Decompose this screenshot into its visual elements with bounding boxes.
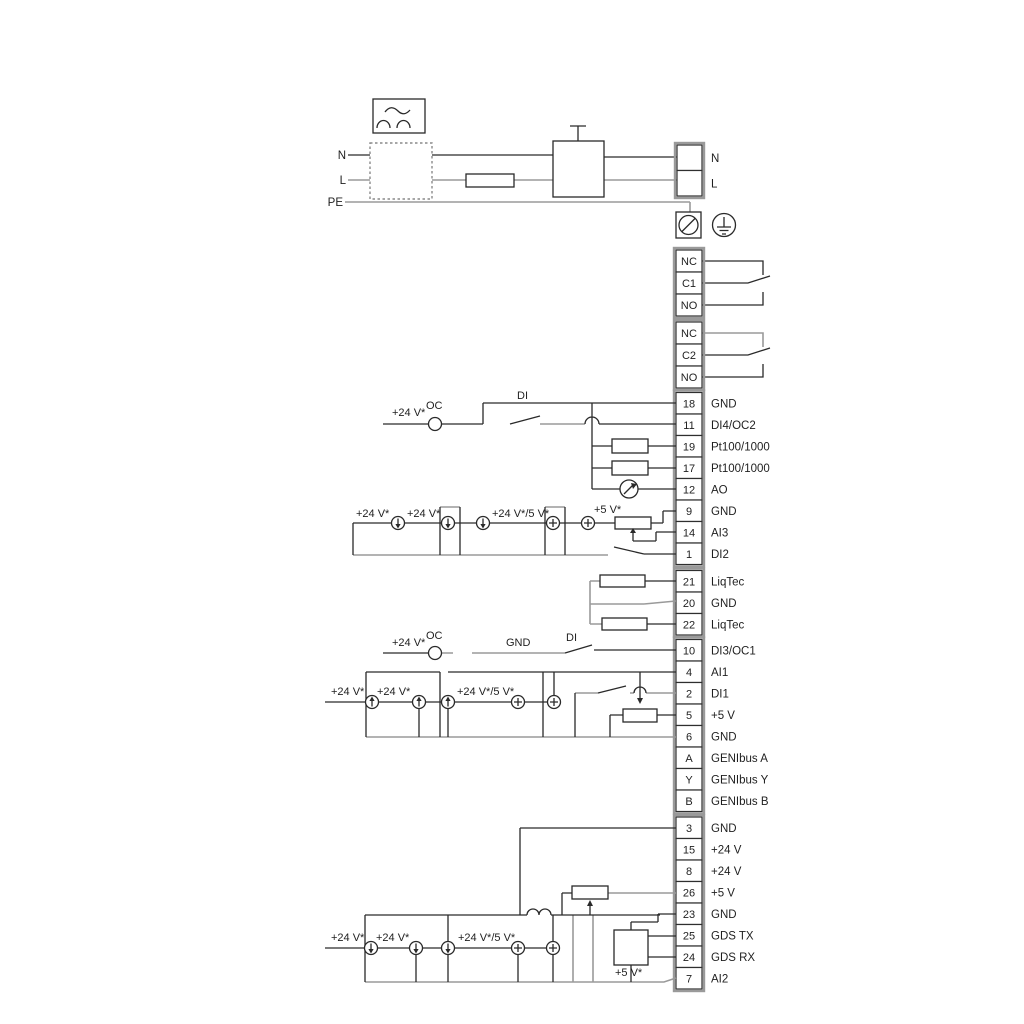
v5-label: +5 V* <box>594 504 622 516</box>
terminal-label: GND <box>711 398 737 411</box>
terminal-label: GND <box>711 822 737 835</box>
terminal-label: GDS RX <box>711 951 756 964</box>
terminal-number: 5 <box>685 709 693 722</box>
potentiometer-wiper-arrow <box>637 698 643 704</box>
terminal-label: Pt100/1000 <box>711 441 770 454</box>
oc-label: OC <box>426 400 443 412</box>
gnd-label: GND <box>506 637 531 649</box>
terminal-label: LiqTec <box>711 619 745 632</box>
current-source-icon <box>413 696 426 709</box>
open-collector-icon <box>429 647 442 660</box>
relay-section <box>674 248 770 390</box>
terminal-number: 17 <box>682 462 696 475</box>
current-source-icon <box>442 942 455 955</box>
current-source-icon <box>477 517 490 530</box>
oc-label: OC <box>426 630 443 642</box>
io-terminal-group-3 <box>674 638 769 814</box>
terminal-label: +5 V <box>711 887 735 900</box>
sensor-circuit-ai2-gds <box>325 828 676 982</box>
terminal-number: 19 <box>682 441 696 454</box>
terminal-number: 26 <box>682 887 696 900</box>
digital-input-circuit-2 <box>383 630 676 660</box>
terminal-number: NC <box>681 256 697 268</box>
terminal-number: 25 <box>682 930 696 943</box>
terminal-number: 1 <box>685 548 693 561</box>
terminal-number: 15 <box>682 844 696 857</box>
terminal-label: AI3 <box>711 527 729 540</box>
di-label: DI <box>517 390 528 402</box>
terminal-cell <box>677 171 702 197</box>
terminal-cell <box>677 145 702 171</box>
terminal-label: LiqTec <box>711 576 745 589</box>
terminal-label: GND <box>711 731 737 744</box>
mains-power-section <box>328 99 736 238</box>
io-terminal-group-2 <box>674 569 744 638</box>
relay-wires-dark <box>702 261 770 377</box>
v24-5-label: +24 V*/5 V* <box>457 686 515 698</box>
terminal-number: 9 <box>685 505 693 518</box>
terminal-number: NO <box>680 372 698 384</box>
open-collector-icon <box>429 418 442 431</box>
voltage-source-icon <box>548 696 561 709</box>
terminal-number: 21 <box>682 576 696 589</box>
terminal-number: 14 <box>682 527 696 540</box>
terminal-label: GENIbus A <box>711 752 768 765</box>
v24-label: +24 V* <box>407 508 441 520</box>
wires-gray <box>353 507 608 555</box>
terminal-number: NO <box>680 300 698 312</box>
n-label: N <box>337 150 346 162</box>
terminal-label: GND <box>711 908 737 921</box>
analog-circuit-ai3 <box>353 504 676 555</box>
terminal-number: C1 <box>681 278 697 290</box>
liqtec-sensor-resistor <box>600 575 645 587</box>
analog-circuit-ai1 <box>325 672 676 737</box>
potentiometer <box>572 886 608 899</box>
terminal-number: A <box>685 752 693 765</box>
terminal-label: GND <box>711 597 737 610</box>
terminal-number: 2 <box>685 688 693 701</box>
io-terminal-group-1 <box>674 391 770 567</box>
potentiometer <box>623 709 657 722</box>
v24-label: +24 V* <box>356 508 390 520</box>
gds-sensor-box <box>614 930 648 965</box>
relay-wires-gray <box>702 333 763 347</box>
terminal-label: DI2 <box>711 548 729 561</box>
terminal-label: +5 V <box>711 709 735 722</box>
voltage-source-icon <box>582 517 595 530</box>
v24-5-label: +24 V*/5 V* <box>458 932 516 944</box>
v24-5-label: +24 V*/5 V* <box>492 508 550 520</box>
relay-1-terminal-block <box>674 248 704 318</box>
terminal-label: DI4/OC2 <box>711 419 756 432</box>
filter-dashed-box <box>370 143 432 199</box>
terminal-number: 23 <box>682 908 696 921</box>
terminal-number: NC <box>681 328 697 340</box>
pt100-resistor <box>612 439 648 453</box>
digital-input-circuit-1 <box>383 390 676 498</box>
voltage-source-icon <box>547 942 560 955</box>
terminal-label: +24 V <box>711 844 742 857</box>
current-source-icon <box>410 942 423 955</box>
terminal-number: C2 <box>681 350 697 362</box>
v24-label: +24 V* <box>331 932 365 944</box>
sine-filter-box <box>373 99 425 133</box>
terminal-label: GND <box>711 505 737 518</box>
terminal-number: 24 <box>682 951 696 964</box>
potentiometer-wiper-arrow <box>587 900 593 906</box>
v24-label: +24 V* <box>392 407 426 419</box>
terminal-number: 12 <box>682 484 696 497</box>
terminal-number: 18 <box>682 398 696 411</box>
terminal-label: N <box>711 152 720 165</box>
terminal-label: AO <box>711 484 728 497</box>
terminal-label: DI1 <box>711 688 729 701</box>
mains-terminal-block <box>675 143 719 198</box>
terminal-number: 3 <box>685 822 693 835</box>
current-source-icon <box>392 517 405 530</box>
potentiometer <box>615 517 651 529</box>
terminal-label: AI2 <box>711 973 729 986</box>
terminal-number: B <box>685 795 693 808</box>
terminal-number: 11 <box>683 419 695 432</box>
terminal-number: 6 <box>685 731 693 744</box>
terminal-number: 8 <box>685 865 693 878</box>
relay-2-terminal-block <box>674 320 704 390</box>
terminal-label: AI1 <box>711 666 729 679</box>
current-source-icon <box>442 517 455 530</box>
terminal-label: GDS TX <box>711 930 754 943</box>
v5-label: +5 V* <box>615 967 643 979</box>
fuse <box>466 174 514 187</box>
mains-wires-gray <box>345 180 690 212</box>
terminal-label: L <box>711 178 718 191</box>
l-label: L <box>339 175 346 187</box>
terminal-label: DI3/OC1 <box>711 645 756 658</box>
terminal-label: GENIbus Y <box>711 774 769 787</box>
terminal-label: Pt100/1000 <box>711 462 770 475</box>
v24-label: +24 V* <box>392 637 426 649</box>
terminal-number: 7 <box>685 973 693 986</box>
v24-label: +24 V* <box>376 932 410 944</box>
mains-switch-box <box>553 141 604 197</box>
terminal-label: GENIbus B <box>711 795 769 808</box>
terminal-number: 10 <box>682 645 696 658</box>
v24-label: +24 V* <box>331 686 365 698</box>
v24-label: +24 V* <box>377 686 411 698</box>
pe-label: PE <box>327 197 343 209</box>
terminal-number: 20 <box>682 597 696 610</box>
io-terminal-group-4 <box>674 815 755 991</box>
liqtec-circuit <box>590 575 676 630</box>
di-label: DI <box>566 632 577 644</box>
terminal-number: Y <box>685 774 693 787</box>
terminal-number: 22 <box>682 619 696 632</box>
current-source-icon <box>442 696 455 709</box>
terminal-label: +24 V <box>711 865 742 878</box>
liqtec-sensor-resistor <box>602 618 647 630</box>
pt100-resistor <box>612 461 648 475</box>
terminal-number: 4 <box>685 666 693 679</box>
